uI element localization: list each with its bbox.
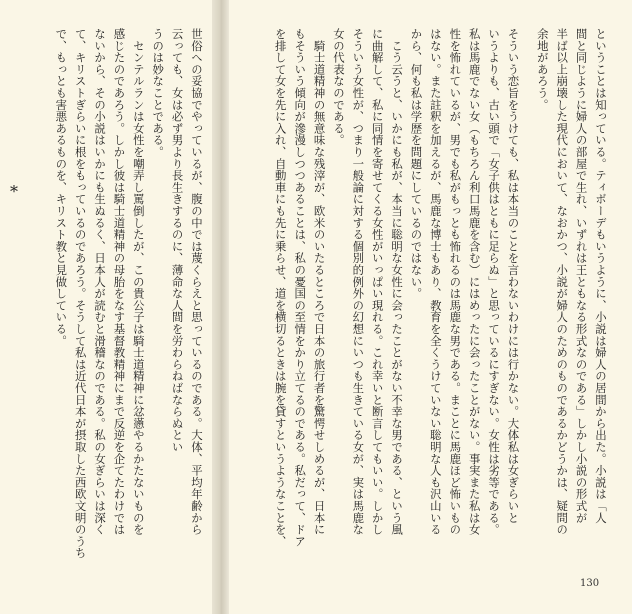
text-column: こう云うと、いかにも私が、本当に聡明な女性に会ったことがない不幸な男である、という風 [390, 28, 405, 536]
left-page [0, 0, 212, 614]
text-column: から、何も私は学歴を問題にしているのではない。 [409, 28, 424, 300]
text-column: もそういう傾向が滲漫しつつあることは、私の憂国の至情をかり立てるのである。私だって、ドア [293, 28, 308, 548]
text-column: 云っても、女は必ず男より長生きするのに、薄命な人間を労わらねばならぬとい [170, 28, 185, 453]
right-page-text [270, 28, 610, 588]
text-column: を排して女を先に入れ、自動車にも先に乗らせ、道を横切るときは腕を貸すというようなことを、 [273, 28, 288, 548]
page-number: 130 [580, 578, 600, 589]
text-column: 騎士道精神の無意味な残滓が、欧米のいたるところで日本の旅行者を驚愕せしめるが、日本に [312, 28, 327, 536]
text-column: 私は馬鹿でない女（もちろん利口馬鹿を含む）にはめったに会ったことがない。事実また私は女 [467, 28, 482, 536]
text-column: そういう恋旨をうけても、私は本当のことを言わないわけには行かない。大体私は女ぎらいと [506, 28, 521, 524]
right-page [229, 0, 632, 614]
text-column: 半ば以上崩壊した現代において、なおかつ、小説が婦人のためのものであるかどうかは、疑問の [555, 28, 570, 536]
text-column: 余地があろう。 [535, 28, 550, 111]
text-column: はない。また註釈を加えるが、馬鹿な博士もあり、教育を全くうけていない聡明な人も沢山いる [428, 28, 443, 536]
text-column: に曲解して、私に同情を寄せてくる女性がいっぱい現れる。これ幸いと断言してもいい。しかし [370, 28, 385, 536]
book-gutter [212, 0, 229, 614]
text-column: 世俗への妥協でやっているが、腹の中では蔑くらえと思っているのである。大体、平均年齢から [190, 28, 204, 536]
text-column: て、キリストぎらいに根をもっているのであろう。そうして私は近代日本が摂取した西欧文明のうち [73, 28, 88, 559]
text-column: ということは知っている。ティボーデもいうように、小説は婦人の居間から出た。小説は「人 [594, 28, 608, 524]
left-page-text [51, 28, 206, 588]
text-column: うのは妙なことである。 [151, 28, 166, 158]
text-column: いうよりも、古い頭で「女子供はともに足らぬ」と思っているにすぎない。女性は劣等である。 [487, 28, 502, 536]
section-break-asterisk: * [10, 182, 18, 201]
paragraph-gap [522, 28, 532, 588]
text-column: そういう女性が、つまり一般論に対する個別的例外の幻想にいつも生きている女が、実は馬鹿な [351, 28, 366, 536]
text-column: で、もっとも害悪あるものを、キリスト教と見做している。 [54, 28, 69, 347]
text-column: 性を怖れているが、男でも私がもっとも怖れるのは馬鹿な男である。まことに馬鹿ほど怖いもの [448, 28, 463, 536]
text-column: 感じたのであろう。しかし彼は騎士道精神の母胎をなす基督教精神にまで反逆を企てたわけでは [112, 28, 127, 536]
text-column: 女の代表なのである。 [331, 28, 346, 146]
text-column: ないから、その小説はいかにも生ぬるく、日本人が読むと滑稽なのである。私の女ぎらいは深く [93, 28, 108, 536]
text-column: 間と同じように婦人の部屋で生れ、いずれは王ともなる形式なのである」しかし小説の形式が [574, 28, 589, 524]
text-column: センテルランは女性を嘲弄し罵倒したが、この貴公子は騎士道精神に忿懣やるかたないものを [131, 28, 146, 536]
